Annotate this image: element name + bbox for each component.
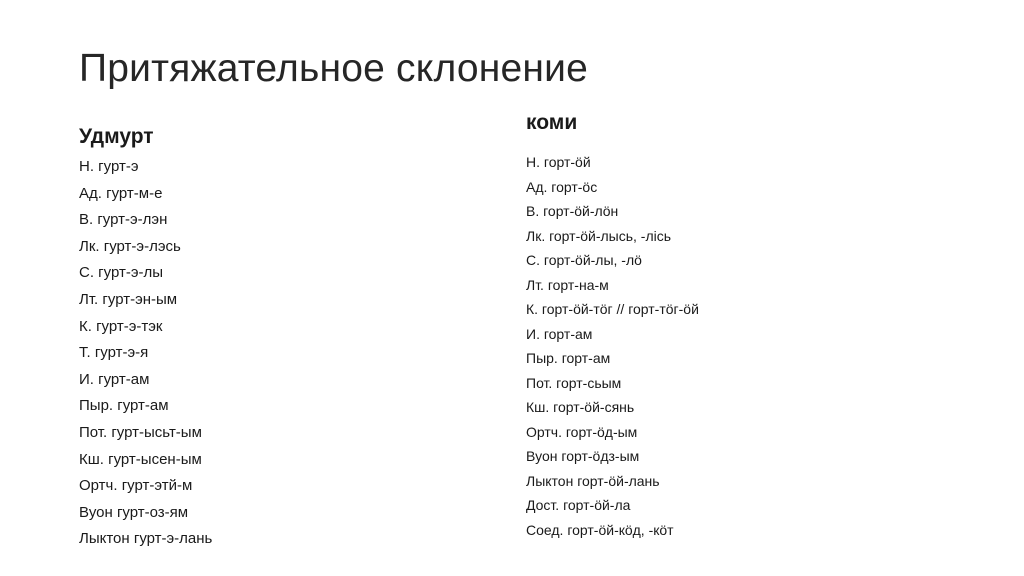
komi-form-item: К. горт-öй-тöг // горт-тöг-öй (526, 301, 699, 317)
udmurt-form-item: Ортч. гурт-этй-м (79, 477, 193, 495)
udmurt-form-item: Н. гурт-э (79, 158, 139, 175)
udmurt-form-item: И. гурт-ам (79, 370, 150, 388)
komi-heading: коми (526, 111, 578, 134)
udmurt-form-item: С. гурт-э-лы (79, 264, 164, 282)
udmurt-form-item: Пот. гурт-ысьт-ым (79, 423, 202, 441)
udmurt-column (79, 122, 479, 553)
komi-form-item: Лк. горт-öй-лысь, -лiсь (526, 227, 672, 244)
komi-form-item: Ортч. горт-öд-ым (526, 423, 638, 440)
komi-form-item: Соед. горт-öй-кöд, -кöт (526, 521, 674, 538)
komi-form-item: Лыктон горт-öй-лань (526, 472, 660, 489)
udmurt-form-item: Ад. гурт-м-е (79, 184, 163, 202)
komi-form-item: Н. горт-öй (526, 154, 591, 170)
komi-form-item: Вуон горт-öдз-ым (526, 448, 640, 464)
udmurt-form-item: Лк. гурт-э-лэсь (79, 237, 181, 255)
komi-forms-list (526, 150, 966, 542)
komi-form-item: С. горт-öй-лы, -лö (526, 252, 642, 268)
udmurt-form-item: Лыктон гурт-э-лань (79, 530, 213, 548)
udmurt-form-item: Лт. гурт-эн-ым (79, 290, 178, 308)
udmurt-form-item: Т. гурт-э-я (79, 344, 149, 362)
slide-title: Притяжательное склонение (79, 47, 588, 90)
udmurt-form-item: К. гурт-э-тэк (79, 317, 163, 335)
komi-form-item: Дост. горт-öй-ла (526, 497, 631, 513)
udmurt-forms-list (79, 154, 479, 553)
udmurt-form-item: Кш. гурт-ысен-ым (79, 450, 202, 468)
komi-form-item: В. горт-öй-лöн (526, 203, 619, 219)
komi-form-item: И. горт-ам (526, 325, 593, 342)
udmurt-form-item: Пыр. гурт-ам (79, 397, 169, 415)
komi-form-item: Ад. горт-öс (526, 178, 598, 195)
komi-form-item: Пыр. горт-ам (526, 350, 611, 366)
komi-form-item: Пот. горт-сьым (526, 374, 622, 391)
udmurt-form-item: В. гурт-э-лэн (79, 211, 168, 229)
udmurt-form-item: Вуон гурт-оз-ям (79, 503, 189, 521)
udmurt-heading: Удмурт (79, 125, 154, 148)
komi-form-item: Лт. горт-на-м (526, 276, 609, 293)
komi-form-item: Кш. горт-öй-сянь (526, 399, 635, 415)
komi-column (526, 108, 966, 542)
